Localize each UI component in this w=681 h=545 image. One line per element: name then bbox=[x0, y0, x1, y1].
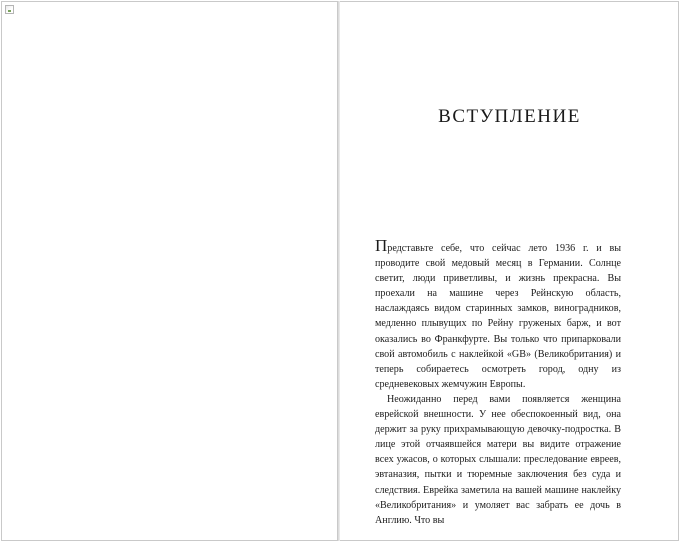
paragraph: Представьте себе, что сейчас лето 1936 г. и вы проводите свой медовый месяц в Германии. Солнце светит, люди приветливы, и жизнь прекрасна. Вы проехали на машине через Рейнскую область, наслаждаясь видом старинных замков, виноградников, медленно плывущих по Рейну груженых барж, и вот оказались во Франкфурте. Вы только что припарковали свой автомобиль с наклейкой «GB» (Великобритания) и теперь собираетесь осмотреть город, одну из средневековых жемчужин Европы. bbox=[375, 236, 621, 390]
chapter-title: ВСТУПЛЕНИЕ bbox=[438, 106, 581, 127]
broken-image-icon bbox=[5, 5, 14, 14]
body-text bbox=[375, 238, 621, 528]
left-page bbox=[1, 1, 338, 541]
paragraph: Неожиданно перед вами появляется женщина еврейской внешности. У нее обеспокоенный вид, она держит за руку прихрамывающую девочку-подростка. В лице этой отчаявшейся матери вы видите отражение всех ужасов, о которых слышали: преследование евреев, эвтаназия, пытки и тюремные заключения без суда и следствия. Еврейка заметила на вашей машине наклейку «Великобритания» и умоляет вас забрать ее дочь в Англию. Что вы bbox=[375, 393, 621, 526]
right-page bbox=[340, 1, 679, 541]
